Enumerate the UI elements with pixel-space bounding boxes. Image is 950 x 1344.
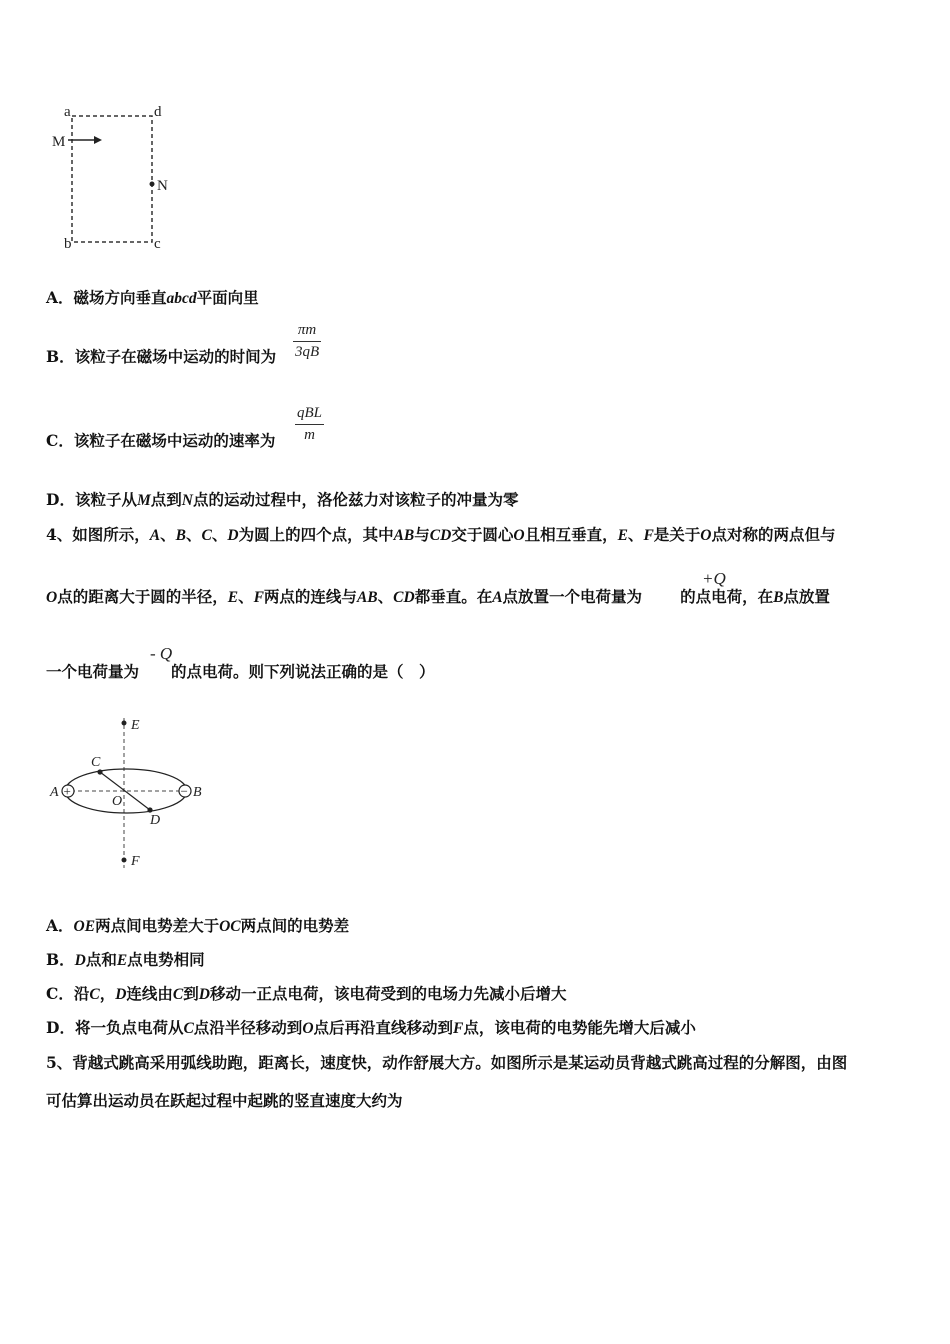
rectangle-abcd [72, 116, 152, 242]
label-F: F [131, 854, 140, 869]
fraction-pi-m-over-3qB: πm 3qB [295, 322, 320, 360]
q4-stem-line1: 4、如图所示，A、B、C、D为圆上的四个点，其中AB与CD交于圆心O且相互垂直，E、F是关于O点对称的两点但与 [46, 525, 836, 544]
q4-stem-line3: 一个电荷量为 的点电荷。则下列说法正确的是（ ） [46, 662, 435, 681]
label-c: c [154, 236, 161, 252]
q5-stem-line2: 可估算出运动员在跃起过程中起跳的竖直速度大约为 [46, 1091, 403, 1110]
charge-plus-Q: +Q [702, 569, 726, 588]
figure-circle-charges [46, 710, 226, 875]
charge-minus-Q: - Q [150, 644, 173, 663]
point-E [122, 721, 127, 726]
minus-sign: − [180, 783, 188, 799]
q4-option-d: D．将一负点电荷从C点沿半径移动到O点后再沿直线移动到F点，该电荷的电势能先增大后减小 [46, 1018, 696, 1037]
label-M: M [52, 134, 66, 150]
label-d: d [154, 104, 162, 120]
velocity-arrowhead [94, 136, 102, 144]
label-N: N [157, 178, 168, 194]
label-b: b [64, 236, 72, 252]
label-O: O [112, 794, 123, 809]
q5-stem-line1: 5、背越式跳高采用弧线助跑，距离长，速度快，动作舒展大方。如图所示是某运动员背越式跳高过程的分解图，由图 [46, 1053, 848, 1072]
label-D: D [150, 813, 161, 828]
point-D [147, 807, 152, 812]
point-F [122, 858, 127, 863]
label-B: B [193, 785, 202, 800]
q3-option-b: B．该粒子在磁场中运动的时间为 [46, 347, 277, 366]
circle-ellipse [65, 769, 187, 813]
label-A: A [50, 785, 59, 800]
q3-option-a: A．磁场方向垂直abcd平面向里 [46, 288, 259, 307]
label-C: C [91, 755, 101, 770]
plus-sign: + [63, 783, 71, 799]
q3-option-c: C．该粒子在磁场中运动的速率为 [46, 431, 276, 450]
label-E: E [131, 718, 140, 733]
point-C [97, 769, 102, 774]
point-N [150, 182, 155, 187]
q3-option-d: D．该粒子从M点到N点的运动过程中，洛伦兹力对该粒子的冲量为零 [46, 490, 519, 509]
q4-option-c: C．沿C，D连线由C到D移动一正点电荷，该电荷受到的电场力先减小后增大 [46, 984, 567, 1003]
q4-option-b: B．D点和E点电势相同 [46, 950, 205, 969]
q4-option-a: A．OE两点间电势差大于OC两点间的电势差 [46, 916, 350, 935]
fraction-qBL-over-m: qBL m [297, 405, 323, 443]
q4-stem-line2: O点的距离大于圆的半径，E、F两点的连线与AB、CD都垂直。在A点放置一个电荷量为 的点电荷，在B点放置 [46, 587, 830, 606]
label-a: a [64, 104, 71, 120]
figure-rectangle-abcd [46, 98, 186, 258]
